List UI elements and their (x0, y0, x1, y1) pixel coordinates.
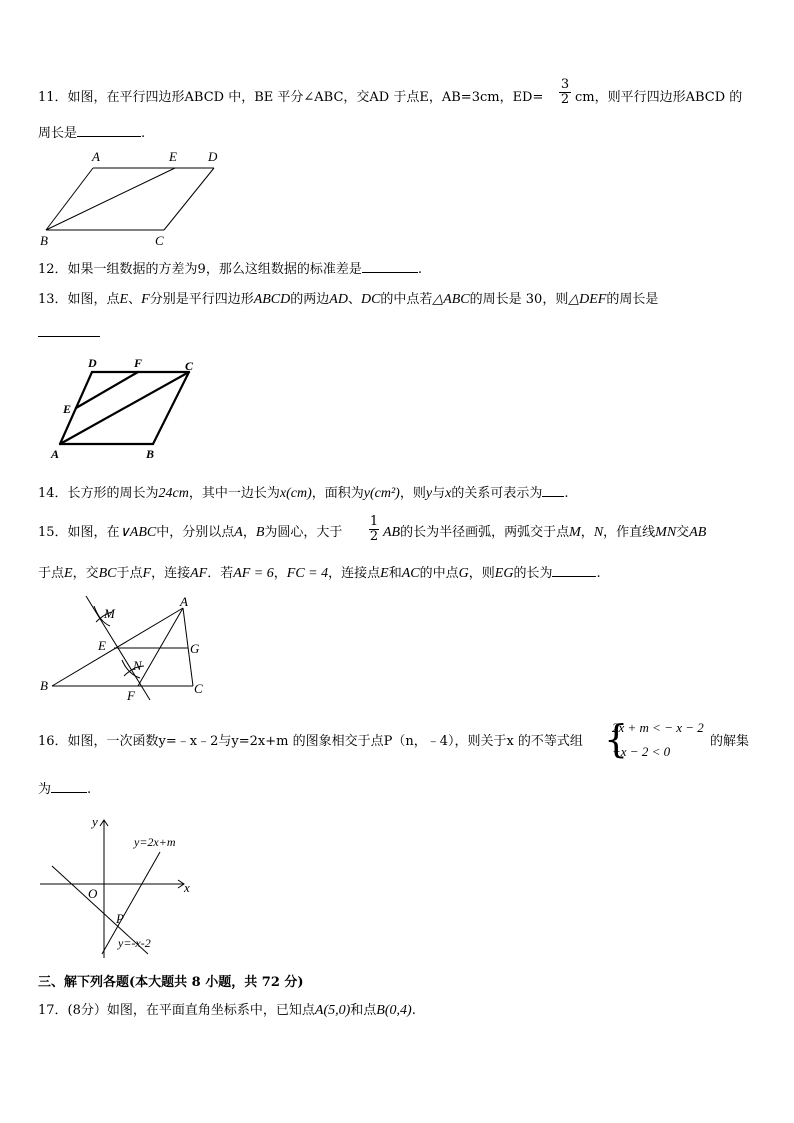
q16-line2 (38, 780, 91, 798)
point-A: A(5,0) (314, 1003, 351, 1018)
var-EG: EG (494, 566, 514, 581)
q13-text-e: 的周长是 30，则 (469, 292, 569, 307)
var-FC4: FC = 4 (286, 566, 329, 581)
q15-line1 (38, 525, 342, 541)
label-A: A (180, 594, 188, 609)
q15-line2-g: 和 (388, 566, 402, 581)
var-AC: AC (401, 566, 420, 581)
q16-end: . (87, 782, 92, 797)
var-E: E (380, 566, 389, 581)
label-B: B (40, 233, 48, 248)
fraction-denominator: 2 (560, 92, 570, 107)
q13-sep: 、 (128, 292, 142, 307)
q11-figure (38, 148, 238, 248)
var-F: F (141, 292, 150, 307)
q15-line2-j: 的长为 (513, 566, 553, 581)
var-M: M (569, 525, 581, 540)
var-AD: AD (329, 292, 348, 307)
label-E: E (169, 149, 177, 164)
q11-text: 11．如图，在平行四边形ABCD 中，BE 平分∠ABC，交AD 于点E，AB=3cm，ED= (38, 90, 544, 105)
q11-suffix: cm，则平行四边形ABCD 的 (575, 90, 743, 105)
segment-BE (46, 168, 175, 230)
q13-text-b: 分别是平行四边形 (149, 292, 254, 307)
q15-comma2: ， (580, 525, 594, 540)
q15-line2-i: ，则 (468, 566, 495, 581)
answer-blank (362, 260, 418, 273)
var-A: A (234, 525, 243, 540)
label-G: G (190, 641, 200, 656)
label-F: F (127, 688, 135, 703)
q14-text-b: ，其中一边长为 (188, 486, 280, 501)
var-AB: AB (383, 525, 401, 540)
q17-end: . (411, 1003, 416, 1018)
label-y-axis: y (92, 814, 98, 829)
q15-line2-e: ．若 (207, 566, 234, 581)
label-x-axis: x (184, 880, 190, 895)
q14-line (38, 484, 568, 502)
q11-end: . (141, 126, 146, 141)
q15-line2-f: ，连接点 (328, 566, 381, 581)
var-DC: DC (360, 292, 381, 307)
q13-text-c: 的两边 (290, 292, 330, 307)
q15-line1b (383, 525, 706, 541)
q16-text-a: 16．如图，一次函数y=﹣x﹣2与y=2x+m 的图象相交于点P（n，﹣4），则关于x 的不等式组 (38, 734, 583, 749)
label-E: E (63, 402, 72, 416)
var-y: y (425, 486, 433, 501)
q13-figure (46, 352, 216, 462)
var-E: E (119, 292, 129, 307)
q11-line1-suffix (575, 90, 742, 106)
brace-icon: { (604, 717, 629, 761)
q13-text-f: 的周长是 (606, 292, 659, 307)
unit-cm: (cm) (286, 486, 312, 501)
q15-figure (38, 592, 218, 704)
q16-line1-suffix (710, 734, 749, 750)
var-tri-def: △DEF (568, 292, 607, 307)
segment-AC (60, 372, 189, 444)
q13-sep2: 、 (347, 292, 361, 307)
unit-cm2: (cm²) (370, 486, 400, 501)
label-C: C (155, 233, 164, 248)
answer-blank (552, 564, 596, 577)
fraction-denominator: 2 (369, 529, 379, 544)
var-AF: AF (190, 566, 208, 581)
label-B: B (40, 678, 48, 693)
label-M: M (104, 606, 115, 621)
label-A: A (51, 447, 60, 461)
answer-blank (77, 124, 141, 137)
q15-comma: ， (242, 525, 256, 540)
q17-line (38, 1003, 416, 1019)
q12-end: . (417, 262, 422, 277)
var-x: x (445, 486, 452, 501)
q13-line1 (38, 292, 658, 308)
q15-line2-h: 的中点 (419, 566, 459, 581)
label-C: C (194, 681, 203, 696)
inequality-1: 2x + m < − x − 2 (612, 720, 704, 735)
var-AF6: AF = 6 (233, 566, 274, 581)
answer-blank (542, 484, 564, 497)
q15-comma3: ， (273, 566, 287, 581)
var-G: G (458, 566, 469, 581)
var-F: F (142, 566, 152, 581)
segment-AF (138, 608, 183, 686)
answer-blank (51, 780, 87, 793)
label-F: F (134, 356, 143, 370)
label-D: D (88, 356, 97, 370)
q14-end: . (564, 486, 569, 501)
inequality-2: −x − 2 < 0 (612, 744, 671, 759)
point-B: B(0,4) (376, 1003, 412, 1018)
label-D: D (208, 149, 218, 164)
q13-text-d: 的中点若 (380, 292, 433, 307)
var-ABCD: ABCD (253, 292, 291, 307)
q14-text-c: ，面积为 (311, 486, 364, 501)
q15-text-b: 中，分别以点 (156, 525, 235, 540)
label-C: C (185, 359, 194, 373)
segment-DC (164, 168, 214, 230)
label-line-2x-m: y=2x+m (134, 835, 176, 849)
q15-text-f: 交 (676, 525, 690, 540)
q13-line2 (38, 324, 100, 342)
fraction-numerator: 1 (369, 514, 379, 529)
q11-fraction (559, 77, 571, 107)
q12-text: 12．如果一组数据的方差为9，那么这组数据的标准差是 (38, 262, 362, 277)
segment-AB (46, 168, 93, 230)
q14-text-e: 与 (432, 486, 446, 501)
label-A: A (92, 149, 100, 164)
var-tri-abc: △ABC (432, 292, 470, 307)
q11-line2-text: 周长是 (38, 126, 78, 141)
answer-blank (38, 324, 100, 337)
q15-text-d: 的长为半径画弧，两弧交于点 (400, 525, 570, 540)
label-E: E (98, 638, 106, 653)
var-E: E (64, 566, 73, 581)
var-MN: MN (655, 525, 677, 540)
label-line-neg-x-2: y=-x-2 (118, 936, 151, 950)
q17-text-b: 和点 (350, 1003, 377, 1018)
label-B: B (146, 447, 155, 461)
q15-line2-c: 于点 (116, 566, 143, 581)
q16-line1 (38, 734, 583, 750)
section-3-title: 三、解下列各题(本大题共 8 小题，共 72 分) (38, 975, 304, 990)
q17-text-a: 17．(8分）如图，在平面直角坐标系中，已知点 (38, 1003, 315, 1018)
var-y: y (363, 486, 370, 501)
q15-fraction (369, 514, 379, 544)
var-tri: ∨ABC (119, 525, 157, 540)
q16-text-b: 的解集 (710, 734, 750, 749)
label-origin: O (88, 886, 98, 901)
q16-figure (38, 812, 198, 962)
segment-EF (76, 372, 138, 408)
q14-text-d: ，则 (399, 486, 426, 501)
q13-text-a: 13．如图，点 (38, 292, 120, 307)
q15-line2-a: 于点 (38, 566, 65, 581)
var-N: N (593, 525, 604, 540)
q11-line2 (38, 124, 145, 142)
q15-line2 (38, 564, 601, 582)
label-P: P (116, 911, 124, 926)
q15-end: . (596, 566, 601, 581)
q15-line2-d: ，连接 (151, 566, 191, 581)
q11-line1 (38, 90, 543, 106)
var-AB: AB (689, 525, 707, 540)
q15-text-a: 15．如图，在 (38, 525, 120, 540)
q14-text-a: 14．长方形的周长为 (38, 486, 159, 501)
var-BC: BC (98, 566, 117, 581)
q14-text-f: 的关系可表示为 (451, 486, 543, 501)
var-B: B (255, 525, 265, 540)
q15-text-c: 为圆心，大于 (264, 525, 343, 540)
var-x: x (279, 486, 287, 501)
q12-line (38, 260, 422, 278)
label-N: N (133, 658, 142, 673)
q16-line2-text: 为 (38, 782, 52, 797)
var-perimeter: 24cm (158, 486, 189, 501)
q15-text-e: ，作直线 (603, 525, 656, 540)
q15-line2-b: ，交 (72, 566, 99, 581)
fraction-numerator: 3 (560, 77, 570, 92)
